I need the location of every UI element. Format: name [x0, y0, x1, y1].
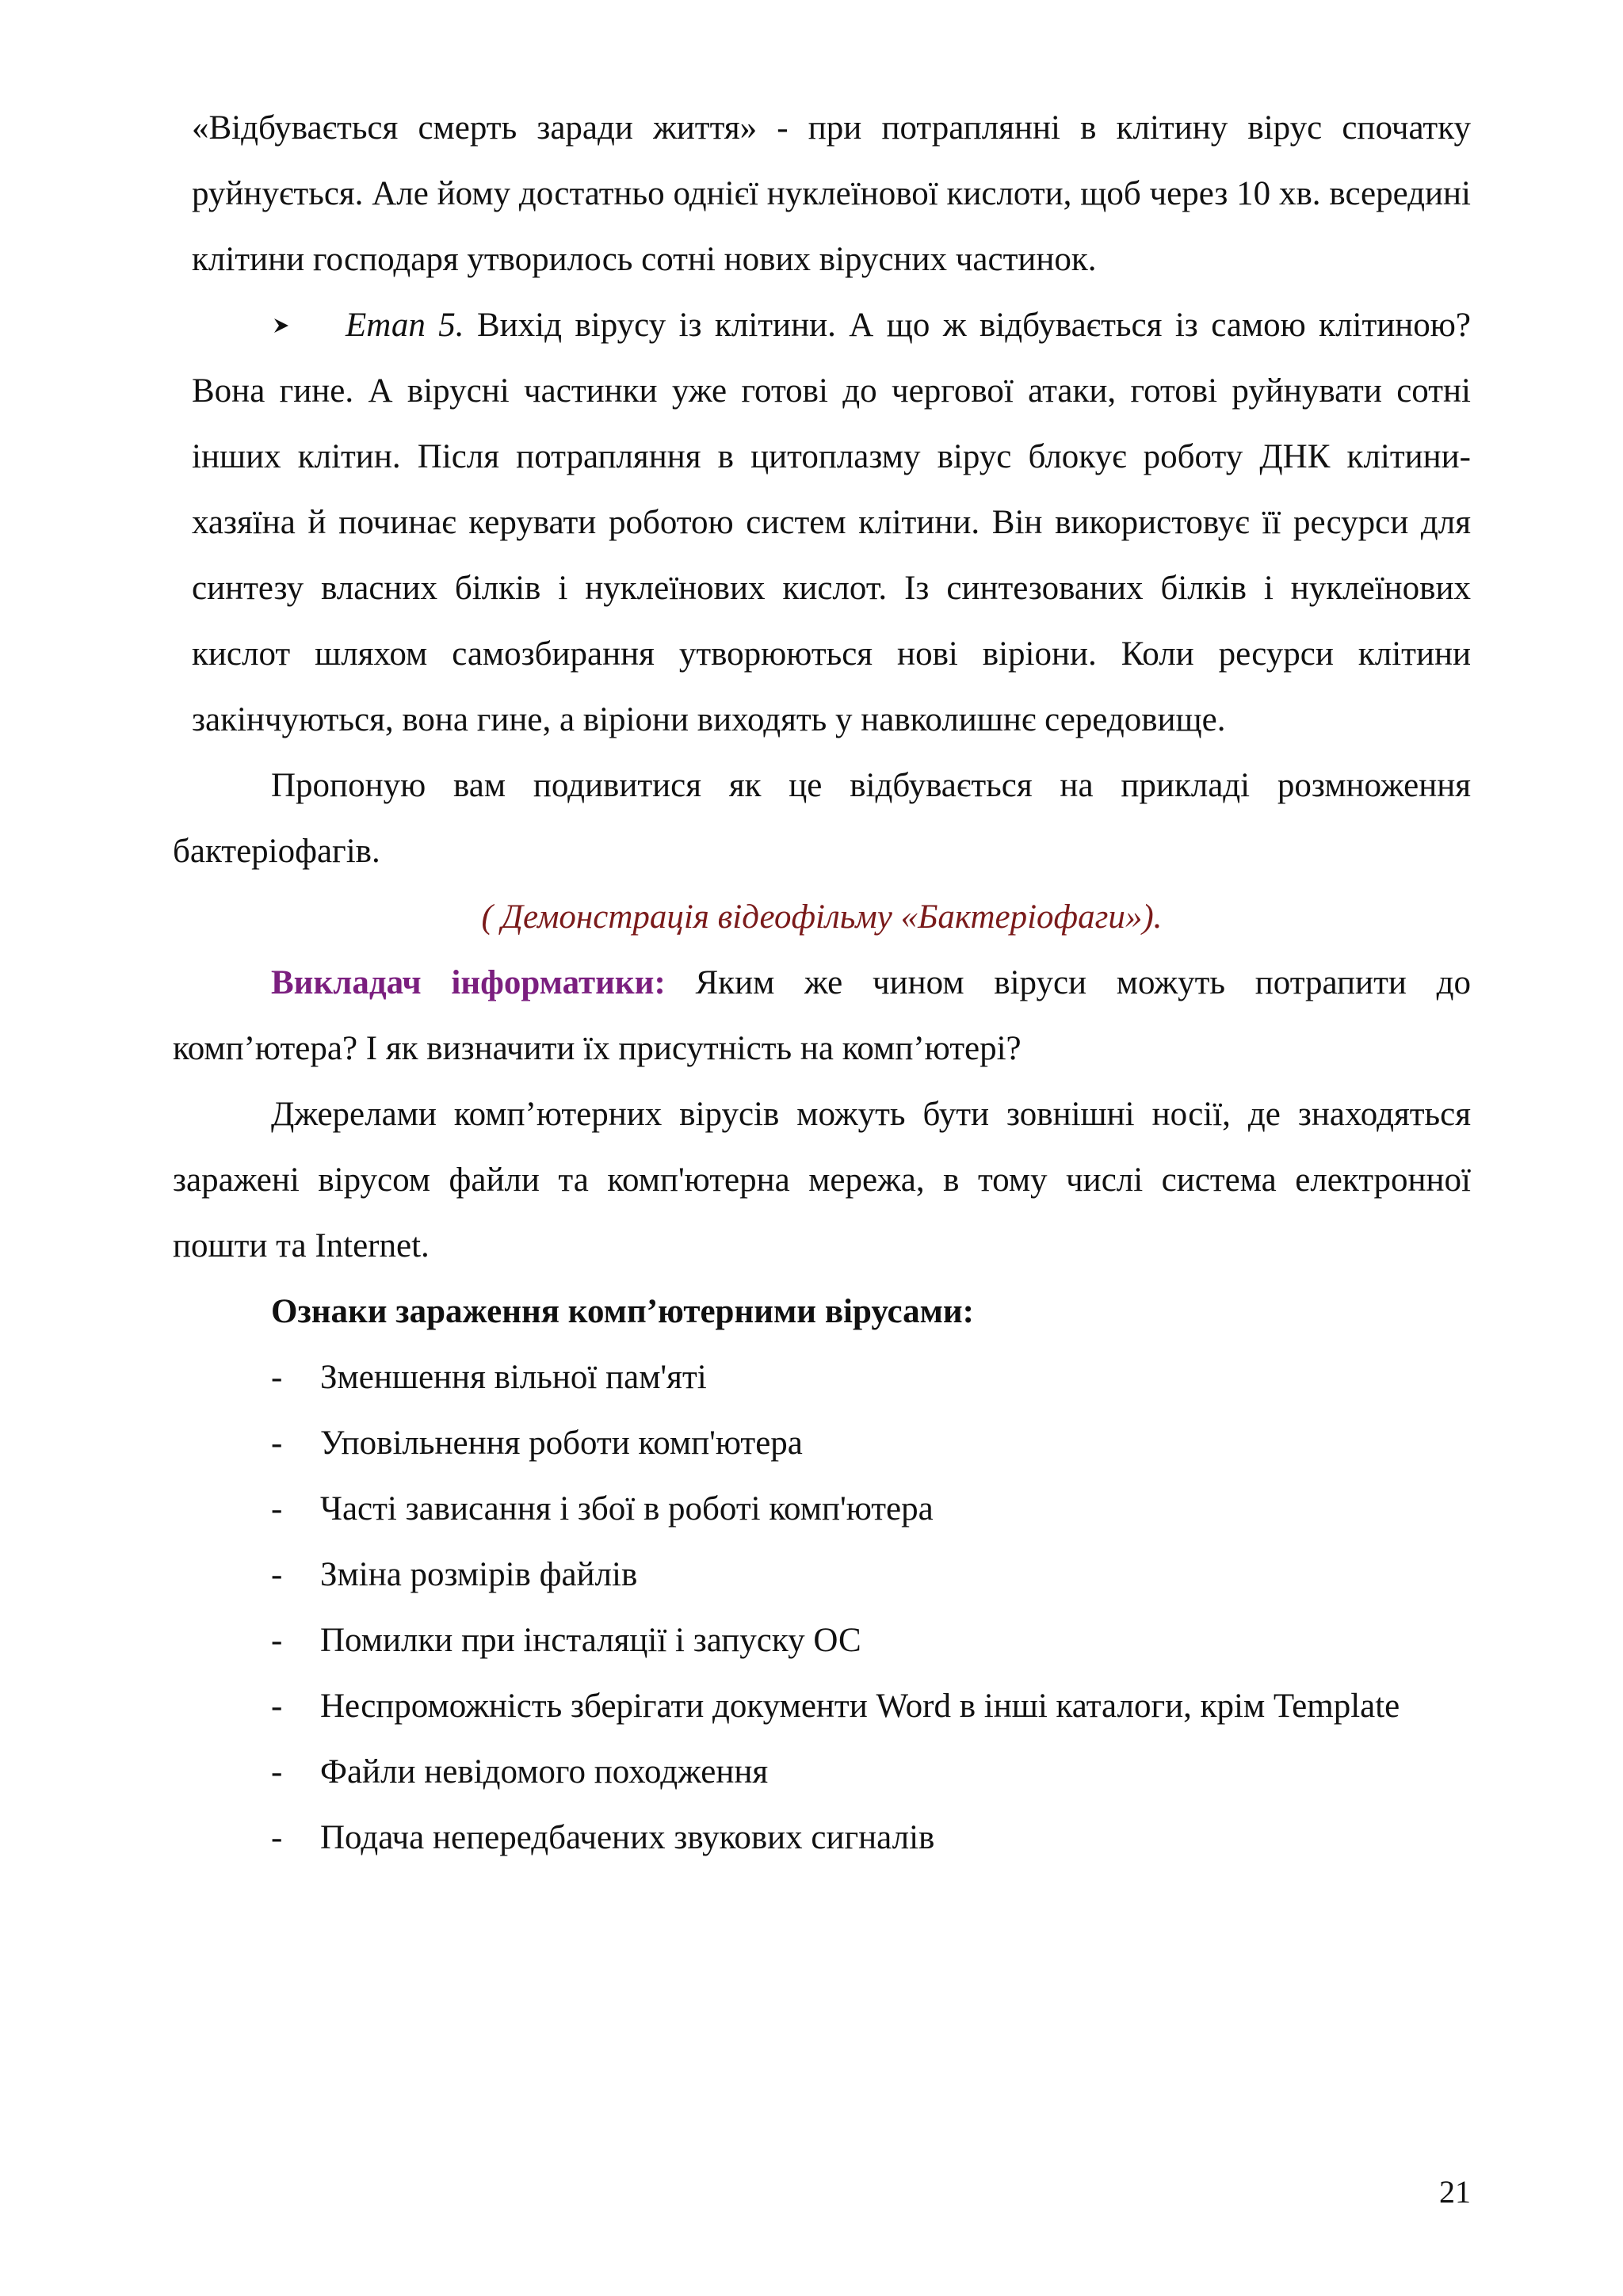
list-item-text: Подача непередбачених звукових сигналів: [320, 1819, 935, 1856]
list-item-text: Файли невідомого походження: [320, 1753, 769, 1791]
demo-note: ( Демонстрація відеофільму «Бактеріофаги»).: [481, 898, 1163, 936]
list-item-text: Зменшення вільної пам'яті: [320, 1359, 707, 1396]
speaker-label: Викладач інформатики:: [271, 964, 666, 1001]
teacher-text: Яким же чином віруси можуть потрапити до комп’ютера? І як визначити їх присутність на комп’ютері?: [173, 964, 1471, 1067]
dash-bullet: -: [271, 1819, 283, 1856]
list-item: [173, 1410, 1471, 1476]
list-item: [173, 1542, 1471, 1608]
dash-bullet: -: [271, 1688, 283, 1725]
list-item-text: Зміна розмірів файлів: [320, 1556, 638, 1593]
dash-bullet: -: [271, 1753, 283, 1791]
list-item: [173, 1344, 1471, 1410]
stage-5-label: Етап 5.: [346, 307, 464, 344]
paragraph-offer: Пропоную вам подивитися як це відбувається на прикладі розмноження бактеріофагів.: [173, 767, 1471, 870]
dash-bullet: -: [271, 1556, 283, 1593]
list-item-text: Часті зависання і збої в роботі комп'ютера: [320, 1490, 934, 1527]
list-item: [173, 1739, 1471, 1805]
dash-bullet: -: [271, 1425, 283, 1462]
teacher-paragraph: [173, 950, 1471, 1081]
signs-list: [173, 1344, 1471, 1871]
page-number: 21: [1439, 2174, 1471, 2210]
dash-bullet: -: [271, 1359, 283, 1396]
stage-5-text: Вихід вірусу із клітини. А що ж відбувається із самою клітиною? Вона гине. А вірусні частинки уже готові до чергової атаки, готові руйнувати сотні інших клітин. Після потрапляння в цитоплазму вірус блокує роботу ДНК клітини-хазяїна й починає керувати роботою систем клітини. Він використовує її ресурси для синтезу власних білків і нуклеїнових кислот. Із синтезованих білків і нуклеїнових кислот шляхом самозбирання утворюються нові віріони. Коли ресурси клітини закінчуються, вона гине, а віріони виходять у навколишнє середовище.: [192, 307, 1471, 738]
arrow-bullet-icon: [273, 292, 312, 358]
paragraph-virus-replication: «Відбувається смерть заради життя» - при потраплянні в клітину вірус спочатку руйнується. Але йому достатньо однієї нуклеїнової кислоти, щоб через 10 хв. всередині клітини господаря утворилось сотні нових вірусних частинок.: [192, 109, 1471, 278]
list-item-text: Помилки при інсталяції і запуску ОС: [320, 1622, 861, 1659]
signs-heading: Ознаки зараження комп’ютерними вірусами:: [271, 1293, 975, 1330]
list-item-text: Уповільнення роботи комп'ютера: [320, 1425, 803, 1462]
list-item: [173, 1476, 1471, 1542]
dash-bullet: -: [271, 1622, 283, 1659]
paragraph-sources: Джерелами комп’ютерних вірусів можуть бути зовнішні носії, де знаходяться заражені вірусом файли та комп'ютерна мережа, в тому числі система електронної пошти та Internet.: [173, 1096, 1471, 1264]
list-item: [173, 1805, 1471, 1871]
dash-bullet: -: [271, 1490, 283, 1527]
list-item-text: Неспроможність зберігати документи Word в інші каталоги, крім Template: [320, 1688, 1400, 1725]
stage-5-paragraph: [173, 292, 1471, 753]
page-content: [173, 95, 1471, 1871]
list-item: [173, 1608, 1471, 1673]
list-item: [173, 1673, 1471, 1739]
